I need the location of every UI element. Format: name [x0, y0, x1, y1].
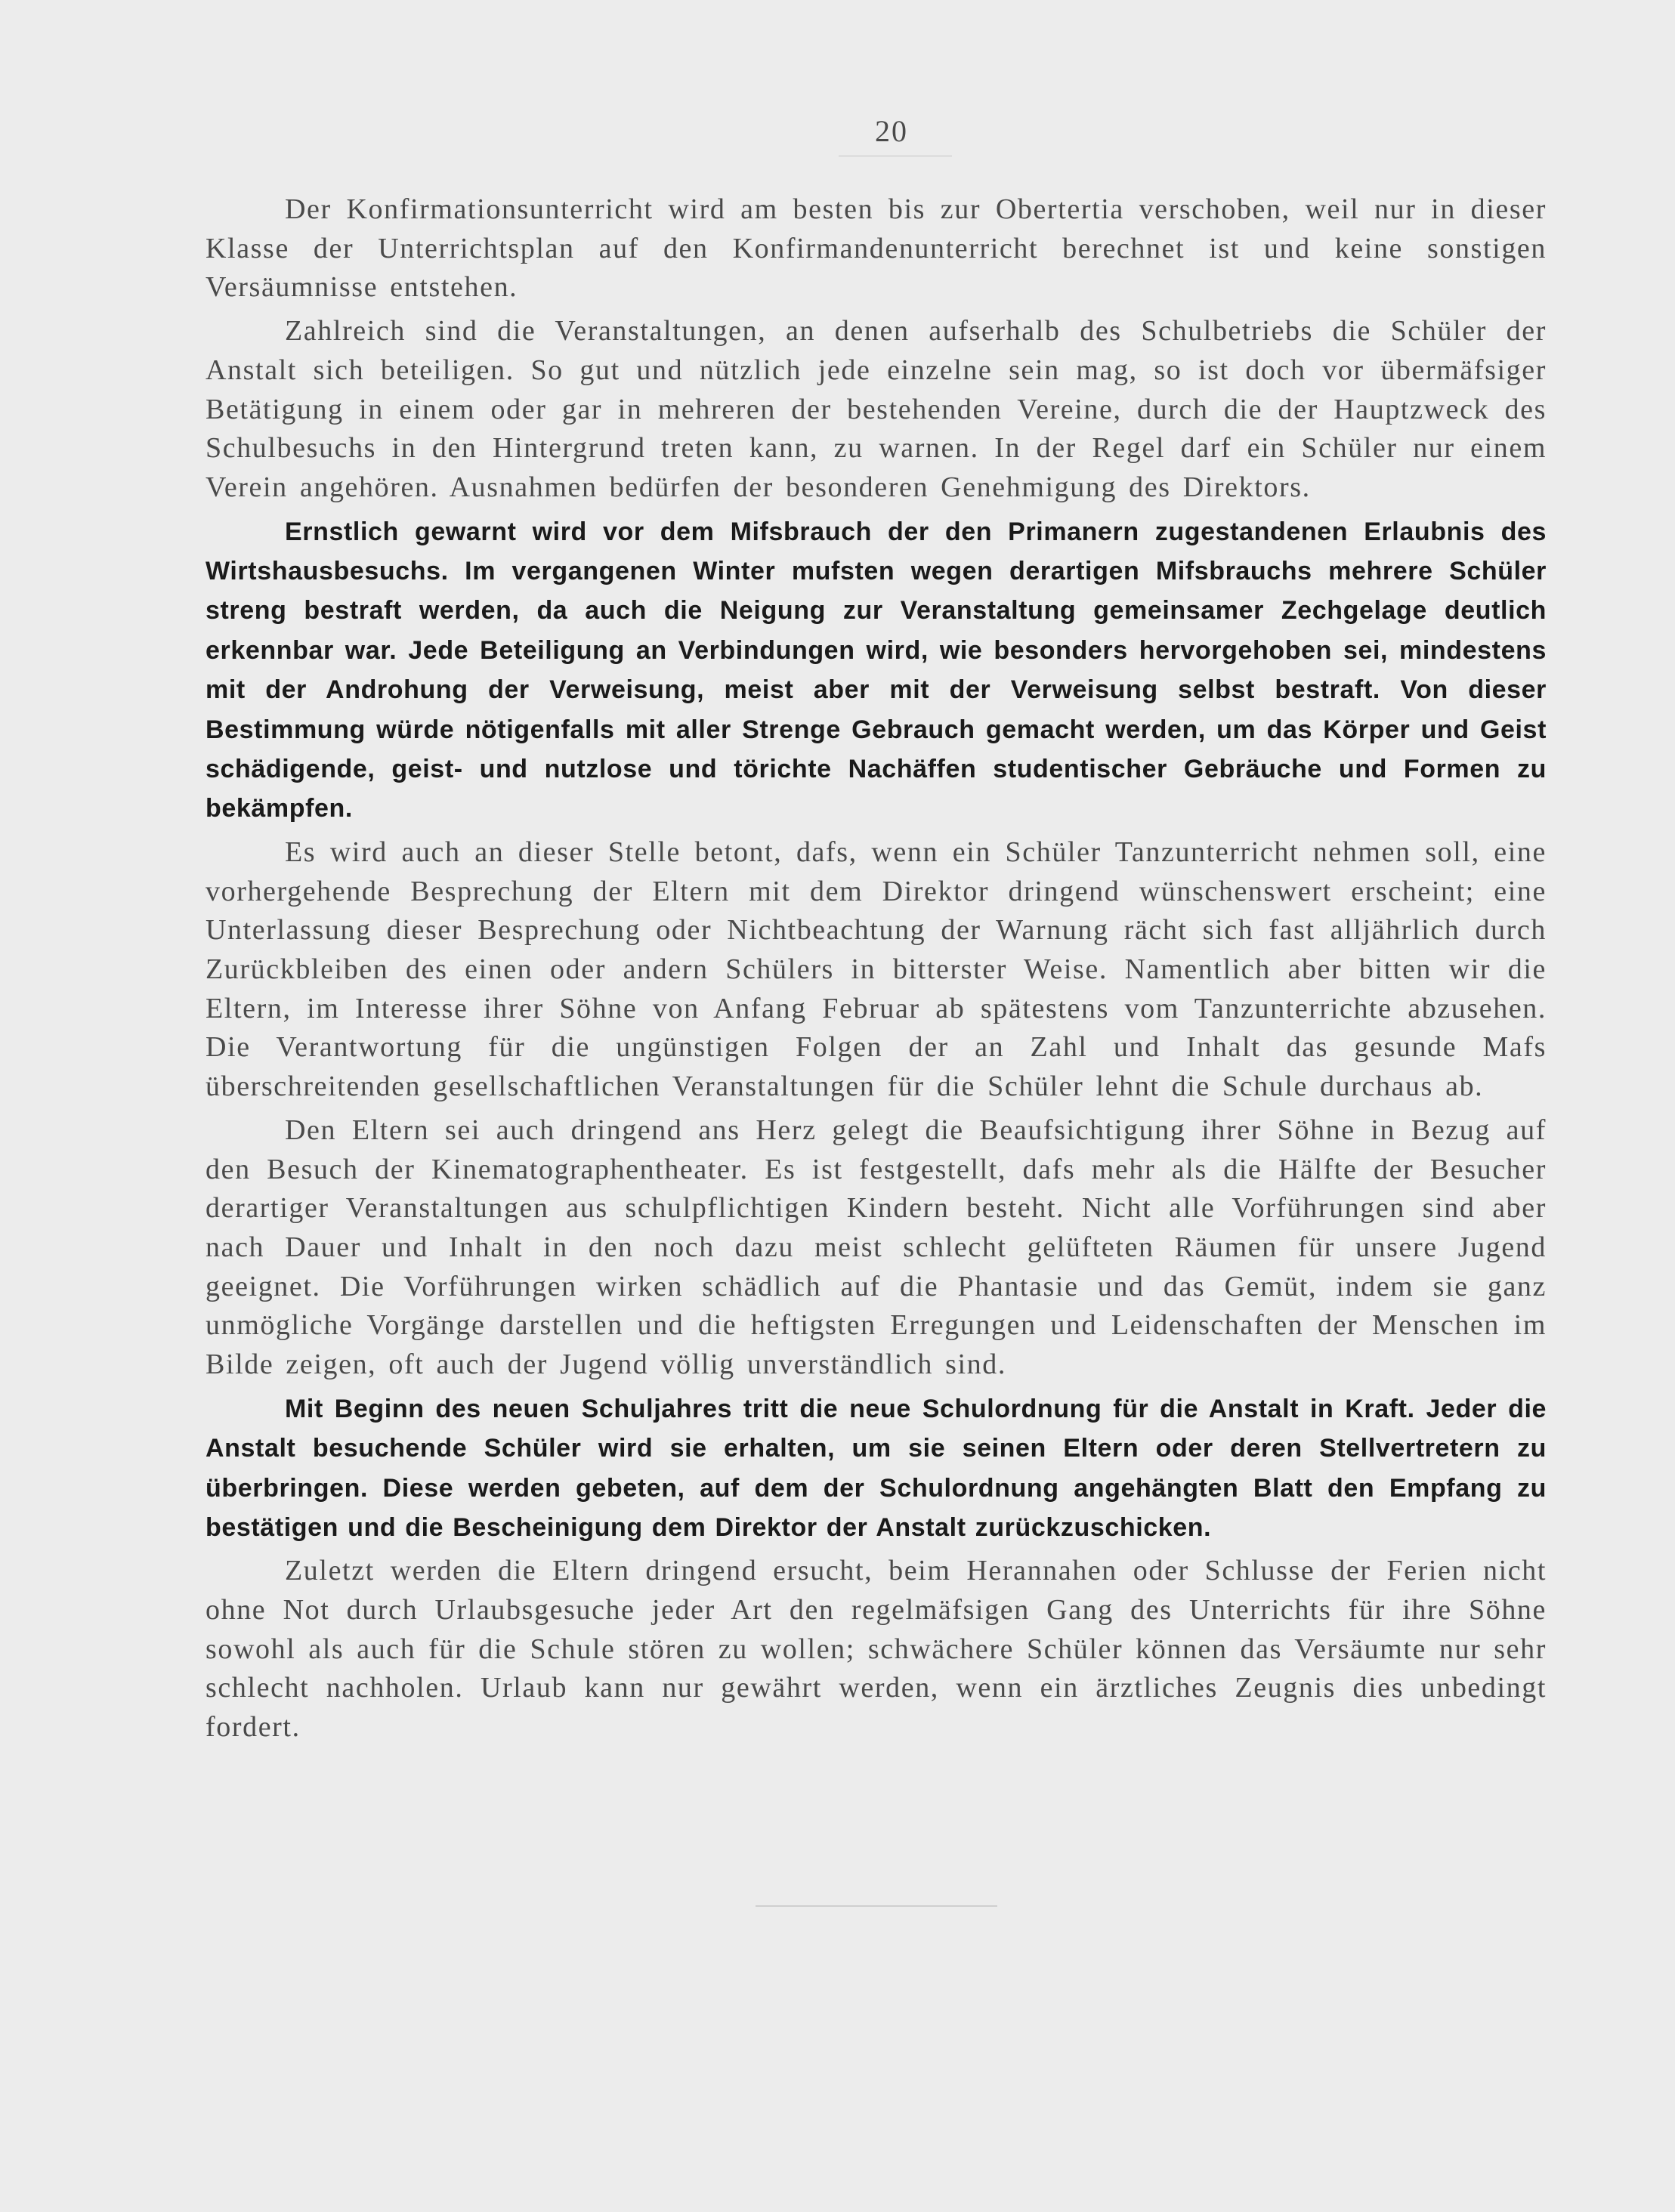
paragraph-cinema-supervision: Den Eltern sei auch dringend ans Herz gelegt die Beaufsichtigung ihrer Söhne in Bezug auf den Besuch der Kinematographentheater. Es ist festgestellt, dafs mehr als die Hälfte der Besucher derartiger Veranstaltungen aus schulpflichtigen Kindern besteht. Nicht alle Vorführungen sind aber nach Dauer und Inhalt in den noch dazu meist schlecht gelüfteten Räumen für unsere Jugend geeignet. Die Vorführungen wirken schädlich auf die Phantasie und das Gemüt, indem sie ganz unmögliche Vorgänge darstellen und die heftigsten Erregungen und Leidenschaften der Menschen im Bilde zeigen, oft auch der Jugend völlig unverständlich sind.	[206, 1114, 1547, 1381]
paragraph-dance-lessons: Es wird auch an dieser Stelle betont, dafs, wenn ein Schüler Tanzunterricht nehmen soll, eine vorhergehende Besprechung der Eltern mit dem Direktor dringend wünschenswert erscheint; eine Unterlassung dieser Besprechung oder Nichtbeachtung der Warnung rächt sich fast alljährlich durch Zurückbleiben des einen oder andern Schülers in bitterster Weise. Namentlich aber bitten wir die Eltern, im Interesse ihrer Söhne von Anfang Februar ab spätestens vom Tanzunterrichte abzusehen. Die Verantwortung für die ungünstigen Folgen der an Zahl und Inhalt das gesunde Mafs überschreitenden gesellschaftlichen Veranstaltungen für die Schüler lehnt die Schule durchaus ab.	[206, 836, 1547, 1103]
paragraph-extracurricular-clubs: Zahlreich sind die Veranstaltungen, an denen aufserhalb des Schulbetriebs die Schüler der Anstalt sich beteiligen. So gut und nützlich jede einzelne sein mag, so ist doch vor übermäfsiger Betätigung in einem oder gar in mehreren der bestehenden Vereine, durch die der Hauptzweck des Schulbesuchs in den Hintergrund treten kann, zu warnen. In der Regel darf ein Schüler nur einem Verein angehören. Ausnahmen bedürfen der besonderen Genehmigung des Direktors.	[206, 315, 1547, 503]
footer-rule	[756, 1905, 997, 1907]
page-number: 20	[875, 114, 908, 148]
body-text	[206, 190, 1547, 1752]
paragraph-leave-requests: Zuletzt werden die Eltern dringend ersucht, beim Herannahen oder Schlusse der Ferien nicht ohne Not durch Urlaubsgesuche jeder Art den regelmäfsigen Gang des Unterrichts für ihre Söhne sowohl als auch für die Schule stören zu wollen; schwächere Schüler können das Versäumte nur sehr schlecht nachholen. Urlaub kann nur gewährt werden, wenn ein ärztliches Zeugnis dies unbedingt fordert.	[206, 1555, 1547, 1744]
paragraph-tavern-warning: Ernstlich gewarnt wird vor dem Mifsbrauch der den Primanern zugestandenen Erlaubnis des Wirtshausbesuchs. Im vergangenen Winter mufsten wegen derartigen Mifsbrauchs mehrere Schüler streng bestraft werden, da auch die Neigung zur Veranstaltung gemeinsamer Zechgelage deutlich erkennbar war. Jede Beteiligung an Verbindungen wird, wie besonders hervorgehoben sei, mindestens mit der Androhung der Verweisung, meist aber mit der Verweisung selbst bestraft. Von dieser Bestimmung würde nötigenfalls mit aller Strenge Gebrauch gemacht werden, um das Körper und Geist schädigende, geist- und nutzlose und törichte Nachäffen studentischer Gebräuche und Formen zu bekämpfen.	[206, 517, 1547, 823]
paragraph-confirmation-class: Der Konfirmationsunterricht wird am besten bis zur Obertertia verschoben, weil nur in dieser Klasse der Unterrichtsplan auf den Konfirmandenunterricht berechnet ist und keine sonstigen Versäumnisse entstehen.	[206, 193, 1547, 304]
paragraph-school-regulations: Mit Beginn des neuen Schuljahres tritt die neue Schulordnung für die Anstalt in Kraft. Jeder die Anstalt besuchende Schüler wird sie erhalten, um sie seinen Eltern oder deren Stellvertretern zu überbringen. Diese werden gebeten, auf dem der Schulordnung angehängten Blatt den Empfang zu bestätigen und die Bescheinigung dem Direktor der Anstalt zurückzuschicken.	[206, 1394, 1547, 1542]
